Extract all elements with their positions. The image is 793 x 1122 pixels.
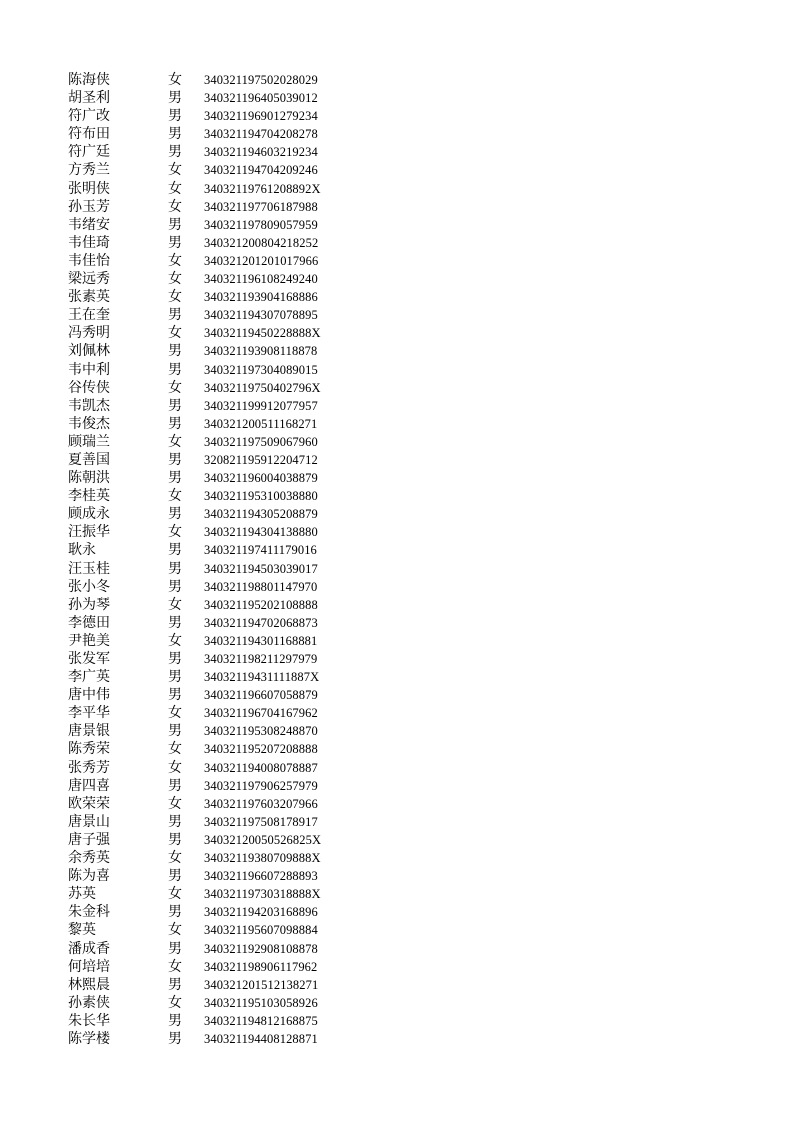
id-number: 340321194203168896: [204, 905, 318, 920]
list-item: [68, 940, 368, 958]
person-gender: 女: [168, 795, 182, 812]
person-name: 符广廷: [68, 144, 110, 161]
list-item: [68, 614, 368, 632]
person-name: 孙玉芳: [68, 198, 110, 215]
person-name: 唐子强: [68, 831, 110, 848]
person-name: 韦俊杰: [68, 415, 110, 432]
list-item: [68, 234, 368, 252]
list-item: [68, 885, 368, 903]
person-name: 刘佩林: [68, 343, 110, 360]
id-number: 340321194812168875: [204, 1013, 318, 1028]
id-number: 34032120050526825X: [204, 832, 322, 847]
list-item: [68, 650, 368, 668]
list-item: [68, 560, 368, 578]
person-name: 王在奎: [68, 307, 110, 324]
list-item: [68, 288, 368, 306]
person-name: 孙素侠: [68, 994, 110, 1011]
person-gender: 男: [168, 813, 182, 830]
person-gender: 男: [168, 578, 182, 595]
id-number: 340321194503039017: [204, 561, 318, 576]
person-gender: 男: [168, 451, 182, 468]
person-name: 唐中伟: [68, 687, 110, 704]
id-number: 340321200511168271: [204, 416, 318, 431]
person-gender: 女: [168, 379, 182, 396]
id-number: 340321192908108878: [204, 941, 318, 956]
list-item: [68, 342, 368, 360]
person-name: 陈朝洪: [68, 470, 110, 487]
id-number: 320821195912204712: [204, 452, 318, 467]
person-name: 李桂英: [68, 488, 110, 505]
person-gender: 男: [168, 560, 182, 577]
person-gender: 男: [168, 470, 182, 487]
person-name: 林熙晨: [68, 976, 110, 993]
person-gender: 女: [168, 72, 182, 88]
id-number: 340321196607288893: [204, 869, 318, 884]
id-number: 340321197509067960: [204, 434, 318, 449]
id-number: 340321200804218252: [204, 235, 319, 250]
person-name: 顾瑞兰: [68, 433, 110, 450]
person-name: 孙为琴: [68, 596, 110, 613]
person-gender: 男: [168, 940, 182, 957]
list-item: [68, 686, 368, 704]
id-number: 340321194704209246: [204, 163, 318, 178]
person-gender: 男: [168, 126, 182, 143]
list-item: [68, 487, 368, 505]
id-number: 340321198906117962: [204, 959, 318, 974]
person-name: 朱金科: [68, 904, 110, 921]
id-number: 34032119730318888X: [204, 887, 321, 902]
id-number: 340321195308248870: [204, 724, 318, 739]
id-number: 340321196405039012: [204, 91, 318, 106]
person-gender: 女: [168, 850, 182, 867]
id-number: 34032119761208892X: [204, 181, 321, 196]
id-number: 340321194301168881: [204, 633, 318, 648]
person-name: 唐四喜: [68, 777, 110, 794]
person-gender: 女: [168, 325, 182, 342]
person-gender: 女: [168, 886, 182, 903]
list-item: [68, 958, 368, 976]
person-name: 欧荣荣: [68, 795, 110, 812]
person-name: 唐景山: [68, 813, 110, 830]
person-name: 陈海侠: [68, 72, 110, 88]
id-number: 340321194603219234: [204, 145, 318, 160]
list-item: [68, 216, 368, 234]
id-number: 34032119431111887X: [204, 670, 320, 685]
person-name: 陈学楼: [68, 1030, 110, 1047]
person-gender: 女: [168, 705, 182, 722]
id-number: 340321201512138271: [204, 977, 319, 992]
id-number: 340321195207208888: [204, 742, 318, 757]
person-name: 陈秀荣: [68, 741, 110, 758]
list-item: [68, 632, 368, 650]
person-gender: 男: [168, 669, 182, 686]
id-number: 34032119380709888X: [204, 851, 321, 866]
person-gender: 男: [168, 542, 182, 559]
person-name: 张素英: [68, 289, 110, 306]
person-name: 唐景银: [68, 723, 110, 740]
list-item: [68, 813, 368, 831]
list-item: [68, 704, 368, 722]
id-number: 34032119450228888X: [204, 326, 321, 341]
person-name: 尹艳美: [68, 632, 110, 649]
list-item: [68, 161, 368, 179]
person-gender: 女: [168, 741, 182, 758]
person-gender: 女: [168, 271, 182, 288]
list-item: [68, 397, 368, 415]
person-gender: 女: [168, 198, 182, 215]
id-number: 340321195607098884: [204, 923, 318, 938]
list-item: [68, 252, 368, 270]
person-gender: 男: [168, 108, 182, 125]
list-item: [68, 324, 368, 342]
person-gender: 女: [168, 759, 182, 776]
id-number: 340321197508178917: [204, 814, 318, 829]
id-number: 340321194702068873: [204, 615, 318, 630]
person-name: 余秀英: [68, 850, 110, 867]
id-number: 340321196607058879: [204, 688, 318, 703]
list-item: [68, 1030, 368, 1048]
list-item: [68, 849, 368, 867]
list-item: [68, 415, 368, 433]
id-number: 340321194307078895: [204, 308, 318, 323]
person-gender: 男: [168, 687, 182, 704]
id-number: 34032119750402796X: [204, 380, 321, 395]
person-name: 陈为喜: [68, 868, 110, 885]
list-item: [68, 740, 368, 758]
person-gender: 男: [168, 904, 182, 921]
id-number: 340321194408128871: [204, 1031, 318, 1046]
list-item: [68, 379, 368, 397]
person-gender: 男: [168, 831, 182, 848]
id-number: 340321194305208879: [204, 507, 318, 522]
person-name: 夏善国: [68, 451, 110, 468]
list-item: [68, 125, 368, 143]
list-item: [68, 722, 368, 740]
person-gender: 男: [168, 976, 182, 993]
person-name: 潘成香: [68, 940, 110, 957]
person-gender: 女: [168, 632, 182, 649]
list-item: [68, 994, 368, 1012]
person-gender: 男: [168, 216, 182, 233]
person-name: 谷传侠: [68, 379, 110, 396]
person-gender: 男: [168, 144, 182, 161]
person-name: 张秀芳: [68, 759, 110, 776]
id-number: 340321196704167962: [204, 706, 318, 721]
person-gender: 女: [168, 252, 182, 269]
id-number: 340321196108249240: [204, 272, 318, 287]
id-number: 340321194008078887: [204, 760, 318, 775]
list-item: [68, 668, 368, 686]
id-number: 340321194704208278: [204, 127, 318, 142]
id-number: 340321195103058926: [204, 995, 318, 1010]
person-gender: 男: [168, 415, 182, 432]
person-gender: 男: [168, 1030, 182, 1047]
list-item: [68, 867, 368, 885]
person-name: 韦中利: [68, 361, 110, 378]
person-gender: 男: [168, 614, 182, 631]
list-item: [68, 451, 368, 469]
person-gender: 女: [168, 524, 182, 541]
list-item: [68, 921, 368, 939]
person-gender: 男: [168, 307, 182, 324]
list-item: [68, 198, 368, 216]
id-number: 340321196004038879: [204, 471, 318, 486]
person-name: 张发军: [68, 651, 110, 667]
person-name: 汪振华: [68, 524, 110, 541]
person-gender: 男: [168, 1012, 182, 1029]
person-gender: 女: [168, 958, 182, 975]
person-name: 顾成永: [68, 506, 110, 523]
list-item: [68, 107, 368, 125]
person-name: 韦佳怡: [68, 252, 110, 269]
person-name: 韦凯杰: [68, 397, 110, 414]
list-item: [68, 306, 368, 324]
person-name: 韦绪安: [68, 216, 110, 233]
person-name: 方秀兰: [68, 162, 110, 179]
person-gender: 男: [168, 397, 182, 414]
person-name: 何培培: [68, 958, 110, 975]
person-name: 李广英: [68, 669, 110, 686]
person-gender: 男: [168, 343, 182, 360]
id-number: 340321194304138880: [204, 525, 318, 540]
person-gender: 女: [168, 922, 182, 939]
id-number: 340321197411179016: [204, 543, 317, 558]
list-item: [68, 71, 368, 89]
person-gender: 女: [168, 994, 182, 1011]
list-item: [68, 903, 368, 921]
list-item: [68, 596, 368, 614]
person-name: 苏英: [68, 886, 96, 903]
person-name: 韦佳琦: [68, 234, 110, 251]
person-name: 张小冬: [68, 578, 110, 595]
person-name: 冯秀明: [68, 325, 110, 342]
id-number: 340321197906257979: [204, 778, 318, 793]
list-item: [68, 541, 368, 559]
id-number: 340321198801147970: [204, 579, 318, 594]
list-item: [68, 777, 368, 795]
person-name: 李平华: [68, 705, 110, 722]
person-gender: 男: [168, 868, 182, 885]
person-name: 李德田: [68, 614, 110, 631]
person-name: 耿永: [68, 542, 96, 559]
id-number: 340321197603207966: [204, 796, 318, 811]
id-number: 340321199912077957: [204, 398, 318, 413]
id-number: 340321195310038880: [204, 489, 318, 504]
list-item: [68, 270, 368, 288]
person-gender: 女: [168, 289, 182, 306]
person-gender: 女: [168, 162, 182, 179]
person-name: 汪玉桂: [68, 560, 110, 577]
list-item: [68, 578, 368, 596]
person-name: 符布田: [68, 126, 110, 143]
list-item: [68, 469, 368, 487]
list-item: [68, 1012, 368, 1030]
id-number: 340321196901279234: [204, 109, 318, 124]
list-item: [68, 361, 368, 379]
person-name: 符广改: [68, 108, 110, 125]
id-number: 340321197502028029: [204, 73, 318, 87]
list-item: [68, 976, 368, 994]
person-gender: 男: [168, 506, 182, 523]
person-name: 黎英: [68, 922, 96, 939]
id-number: 340321193904168886: [204, 290, 318, 305]
id-number: 340321197304089015: [204, 362, 318, 377]
person-gender: 女: [168, 433, 182, 450]
person-gender: 男: [168, 723, 182, 740]
id-number: 340321197706187988: [204, 199, 318, 214]
list-item: [68, 523, 368, 541]
list-item: [68, 831, 368, 849]
person-gender: 女: [168, 488, 182, 505]
person-name: 梁远秀: [68, 271, 110, 288]
list-item: [68, 433, 368, 451]
person-gender: 女: [168, 596, 182, 613]
person-gender: 男: [168, 651, 182, 667]
person-name: 张明侠: [68, 180, 110, 197]
person-name: 胡圣利: [68, 90, 110, 107]
person-gender: 男: [168, 234, 182, 251]
list-item: [68, 759, 368, 777]
list-item: [68, 89, 368, 107]
person-name: 朱长华: [68, 1012, 110, 1029]
person-gender: 女: [168, 180, 182, 197]
list-item: [68, 180, 368, 198]
list-item: [68, 143, 368, 161]
list-item: [68, 505, 368, 523]
id-number: 340321195202108888: [204, 597, 318, 612]
list-item: [68, 795, 368, 813]
person-list: [68, 71, 368, 1048]
person-gender: 男: [168, 90, 182, 107]
id-number: 340321201201017966: [204, 253, 319, 268]
id-number: 340321197809057959: [204, 217, 318, 232]
person-gender: 男: [168, 777, 182, 794]
id-number: 340321193908118878: [204, 344, 318, 359]
person-gender: 男: [168, 361, 182, 378]
id-number: 340321198211297979: [204, 652, 318, 666]
